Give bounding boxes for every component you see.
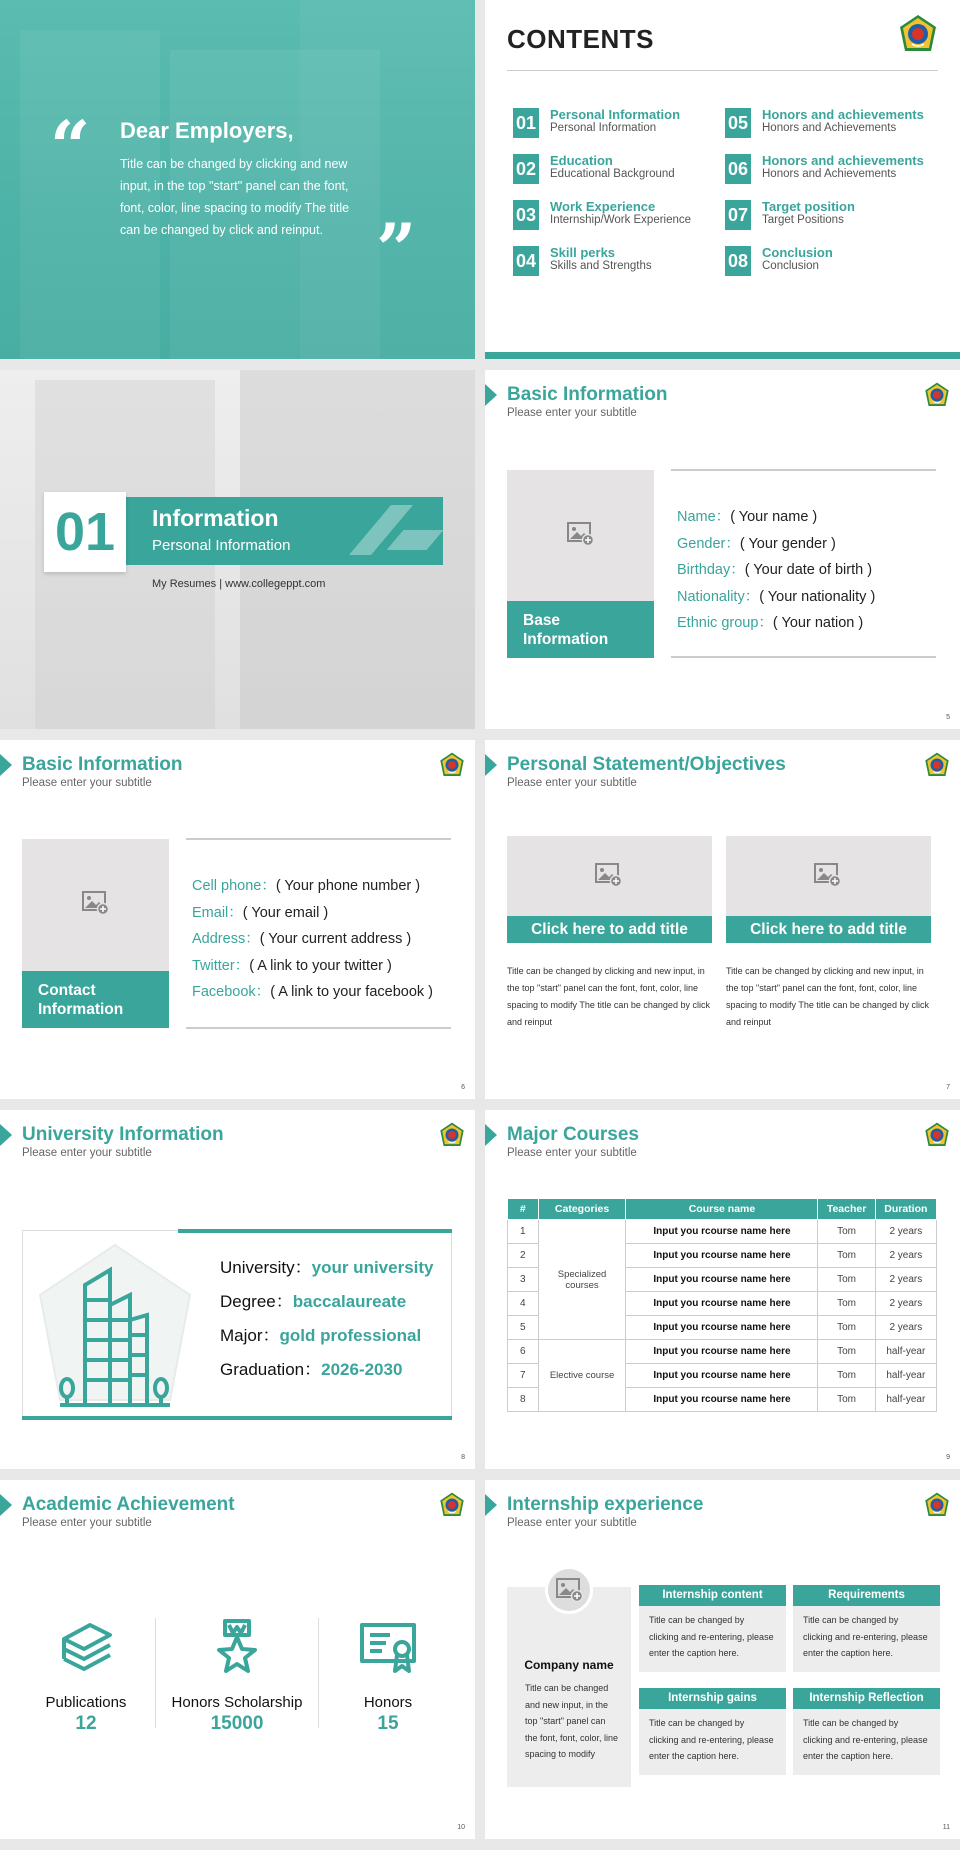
- column-header: Course name: [626, 1199, 818, 1220]
- info-value: ( Your date of birth ): [744, 562, 873, 578]
- slide-intro: [0, 0, 475, 359]
- toc-item[interactable]: [513, 106, 713, 140]
- university-logo-icon: [439, 1492, 465, 1518]
- row-number: 2: [508, 1244, 539, 1268]
- certificate-icon: [358, 1617, 418, 1677]
- row-number: 1: [508, 1220, 539, 1244]
- toc-subtitle: Personal Information: [550, 122, 657, 134]
- toc-item[interactable]: [725, 244, 925, 278]
- achievement-value: 15000: [210, 1713, 264, 1734]
- teacher: Tom: [818, 1292, 875, 1316]
- section-subtitle[interactable]: Personal Information: [152, 537, 291, 554]
- course-name: Input you rcourse name here: [626, 1292, 818, 1316]
- internship-box-header[interactable]: Internship Reflection: [793, 1688, 940, 1709]
- add-picture-icon[interactable]: [814, 863, 842, 887]
- course-name: Input you rcourse name here: [626, 1268, 818, 1292]
- internship-box-header[interactable]: Internship content: [639, 1585, 786, 1606]
- slide-subtitle[interactable]: Please enter your subtitle: [507, 1517, 637, 1529]
- table-row[interactable]: [508, 1220, 937, 1244]
- university-key: University：: [220, 1258, 312, 1277]
- page-number: 5: [946, 714, 950, 721]
- company-logo-placeholder[interactable]: [545, 1566, 593, 1614]
- duration: 2 years: [875, 1268, 936, 1292]
- add-title-button[interactable]: Click here to add title: [507, 916, 712, 943]
- row-number: 6: [508, 1340, 539, 1364]
- slide-subtitle[interactable]: Please enter your subtitle: [22, 1147, 152, 1159]
- slide-major-courses: [485, 1110, 960, 1469]
- course-name: Input you rcourse name here: [626, 1316, 818, 1340]
- slide-title[interactable]: Internship experience: [507, 1494, 704, 1515]
- photo-label: Contact Information: [22, 971, 169, 1028]
- header-arrow-icon: [485, 384, 497, 406]
- toc-title: Honors and achievements: [762, 107, 924, 122]
- info-row[interactable]: [677, 505, 817, 526]
- info-value: ( Your nation ): [772, 615, 864, 631]
- info-row[interactable]: [677, 611, 863, 632]
- teacher: Tom: [818, 1244, 875, 1268]
- add-picture-icon[interactable]: [567, 522, 595, 546]
- info-row[interactable]: [677, 532, 836, 553]
- column-header: #: [508, 1199, 539, 1220]
- university-key: Major：: [220, 1326, 280, 1345]
- info-value: ( Your current address ): [259, 931, 412, 947]
- slide-title[interactable]: Basic Information: [507, 384, 668, 405]
- contents-title[interactable]: CONTENTS: [507, 24, 654, 54]
- medal-icon: [207, 1617, 267, 1677]
- achievement-value: 12: [75, 1713, 97, 1734]
- courses-table: [507, 1198, 937, 1412]
- toc-number: 07: [725, 200, 751, 230]
- info-row[interactable]: [192, 927, 411, 948]
- university-logo-icon: [439, 1122, 465, 1148]
- intro-title[interactable]: Dear Employers,: [120, 118, 294, 143]
- header-arrow-icon: [0, 754, 12, 776]
- page-number: 9: [946, 1454, 950, 1461]
- duration: half-year: [875, 1340, 936, 1364]
- intro-body[interactable]: Title can be changed by clicking and new input, in the top "start" panel can the font, font, color, line spacing to modify The title can be changed by click and reinput.: [120, 157, 350, 237]
- slide-subtitle[interactable]: Please enter your subtitle: [507, 777, 637, 789]
- company-description[interactable]: Title can be changed and new input, in the top "start" panel can the font, font, color, line spacing to modify: [525, 1683, 619, 1759]
- achievement-value: 15: [377, 1713, 399, 1734]
- divider: [507, 70, 938, 71]
- info-key: Gender：: [677, 535, 740, 552]
- toc-title: Work Experience: [550, 199, 656, 214]
- table-row[interactable]: [508, 1340, 937, 1364]
- page-number: 11: [942, 1824, 950, 1831]
- toc-subtitle: Conclusion: [762, 260, 819, 272]
- university-logo-icon: [439, 752, 465, 778]
- duration: half-year: [875, 1364, 936, 1388]
- add-picture-icon[interactable]: [595, 863, 623, 887]
- duration: 2 years: [875, 1292, 936, 1316]
- toc-subtitle: Educational Background: [550, 168, 675, 180]
- slide-subtitle[interactable]: Please enter your subtitle: [507, 407, 637, 419]
- toc-item[interactable]: [513, 198, 713, 232]
- info-key: Facebook：: [192, 984, 271, 1000]
- toc-title: Skill perks: [550, 245, 616, 260]
- achievement-scholarship: [162, 1617, 312, 1735]
- info-key: Twitter：: [192, 957, 250, 974]
- info-value: ( Your phone number ): [275, 878, 421, 894]
- duration: 2 years: [875, 1244, 936, 1268]
- section-title[interactable]: Information: [152, 505, 279, 531]
- info-key: Birthday：: [677, 562, 745, 578]
- achievement-label: Publications: [45, 1694, 127, 1711]
- toc-item[interactable]: [725, 152, 925, 186]
- info-key: Nationality：: [677, 588, 760, 605]
- toc-number: 08: [725, 246, 751, 276]
- row-number: 8: [508, 1388, 539, 1412]
- university-logo-icon: [924, 1122, 950, 1148]
- university-logo-icon: [898, 14, 938, 54]
- info-value: ( Your email ): [242, 904, 329, 921]
- info-row[interactable]: [192, 980, 433, 1001]
- info-value: ( Your nationality ): [759, 588, 876, 605]
- toc-title: Target position: [762, 199, 855, 214]
- toc-number: 01: [513, 108, 539, 138]
- page-number: 8: [461, 1454, 465, 1461]
- toc-number: 02: [513, 154, 539, 184]
- accent-line: [178, 1229, 452, 1233]
- slide-subtitle[interactable]: Please enter your subtitle: [22, 1517, 152, 1529]
- row-number: 7: [508, 1364, 539, 1388]
- university-logo-icon: [924, 382, 950, 408]
- info-value: ( A link to your twitter ): [249, 957, 392, 974]
- header-arrow-icon: [485, 754, 497, 776]
- university-row[interactable]: [220, 1321, 421, 1346]
- statement-text[interactable]: Title can be changed by clicking and new input, in the top "start" panel can the font, font, color, line spacing to modify The title can be changed by click and reinput: [726, 966, 929, 1027]
- teacher: Tom: [818, 1364, 875, 1388]
- slide-basic-information: [485, 370, 960, 729]
- slide-contents: [485, 0, 960, 359]
- toc-subtitle: Internship/Work Experience: [550, 214, 692, 226]
- toc-number: 05: [725, 108, 751, 138]
- duration: 2 years: [875, 1220, 936, 1244]
- page-number: 6: [461, 1084, 465, 1091]
- internship-box-header[interactable]: Requirements: [793, 1585, 940, 1606]
- category-cell: Elective course: [538, 1340, 626, 1412]
- university-row[interactable]: [220, 1355, 402, 1380]
- slide-subtitle[interactable]: Please enter your subtitle: [507, 1147, 637, 1159]
- slide-title[interactable]: Major Courses: [507, 1124, 639, 1145]
- university-value: your university: [311, 1258, 434, 1277]
- toc-item[interactable]: [513, 152, 713, 186]
- statement-text[interactable]: Title can be changed by clicking and new input, in the top "start" panel can the font, font, color, line spacing to modify The title can be changed by click and reinput: [507, 966, 710, 1027]
- course-name: Input you rcourse name here: [626, 1388, 818, 1412]
- info-key: Email：: [192, 904, 243, 921]
- row-number: 3: [508, 1268, 539, 1292]
- university-key: Degree：: [220, 1292, 293, 1311]
- toc-item[interactable]: [725, 106, 925, 140]
- page-number: 10: [457, 1824, 465, 1831]
- page-number: 7: [946, 1084, 950, 1091]
- internship-box-text[interactable]: Title can be changed by clicking and re-entering, please enter the caption here.: [639, 1606, 786, 1672]
- course-name: Input you rcourse name here: [626, 1244, 818, 1268]
- achievement-label: Honors Scholarship: [171, 1694, 303, 1711]
- toc-number: 04: [513, 246, 539, 276]
- teacher: Tom: [818, 1388, 875, 1412]
- office-buildings-icon: [55, 1260, 175, 1410]
- toc-title: Honors and achievements: [762, 153, 924, 168]
- add-picture-icon[interactable]: [82, 891, 110, 915]
- internship-box-header[interactable]: Internship gains: [639, 1688, 786, 1709]
- teacher: Tom: [818, 1316, 875, 1340]
- header-arrow-icon: [485, 1124, 497, 1146]
- university-logo-icon: [924, 752, 950, 778]
- header-arrow-icon: [0, 1124, 12, 1146]
- add-title-button[interactable]: Click here to add title: [726, 916, 931, 943]
- info-row[interactable]: [192, 901, 328, 922]
- info-row[interactable]: [192, 874, 420, 895]
- slide-personal-statement: [485, 740, 960, 1099]
- info-row[interactable]: [677, 558, 872, 579]
- internship-box-text[interactable]: Title can be changed by clicking and re-entering, please enter the caption here.: [793, 1709, 940, 1775]
- photo-placeholder[interactable]: [726, 836, 931, 916]
- teacher: Tom: [818, 1220, 875, 1244]
- toc-number: 06: [725, 154, 751, 184]
- teacher: Tom: [818, 1268, 875, 1292]
- course-name: Input you rcourse name here: [626, 1220, 818, 1244]
- info-value: ( A link to your facebook ): [270, 984, 433, 1000]
- info-value: ( Your name ): [730, 509, 818, 525]
- course-name: Input you rcourse name here: [626, 1340, 818, 1364]
- close-quote-icon: ”: [376, 208, 417, 291]
- course-name: Input you rcourse name here: [626, 1364, 818, 1388]
- divider: [671, 469, 936, 471]
- info-key: Name：: [677, 509, 731, 525]
- row-number: 5: [508, 1316, 539, 1340]
- category-cell: Specialized courses: [538, 1220, 626, 1340]
- info-row[interactable]: [192, 954, 392, 975]
- university-value: baccalaureate: [292, 1292, 407, 1311]
- info-value: ( Your gender ): [739, 535, 836, 552]
- achievement-label: Honors: [363, 1694, 413, 1711]
- header-arrow-icon: [485, 1494, 497, 1516]
- photo-label: Base Information: [507, 601, 654, 658]
- toc-title: Education: [550, 153, 613, 168]
- slide-title[interactable]: Academic Achievement: [22, 1494, 235, 1515]
- university-value: 2026-2030: [321, 1360, 403, 1379]
- photo-placeholder[interactable]: [507, 836, 712, 916]
- slide-subtitle[interactable]: Please enter your subtitle: [22, 777, 152, 789]
- add-picture-icon[interactable]: [556, 1578, 584, 1602]
- toc-number: 03: [513, 200, 539, 230]
- internship-box-text[interactable]: Title can be changed by clicking and re-entering, please enter the caption here.: [793, 1606, 940, 1672]
- slide-title[interactable]: Personal Statement/Objectives: [507, 754, 786, 775]
- info-row[interactable]: [677, 585, 875, 606]
- toc-subtitle: Honors and Achievements: [762, 122, 897, 134]
- achievement-honors: [313, 1617, 463, 1735]
- accent-line: [22, 1416, 452, 1420]
- slide-contact-information: [0, 740, 475, 1099]
- teacher: Tom: [818, 1340, 875, 1364]
- toc-subtitle: Honors and Achievements: [762, 168, 897, 180]
- internship-box-text[interactable]: Title can be changed by clicking and re-entering, please enter the caption here.: [639, 1709, 786, 1775]
- column-header: Categories: [538, 1199, 626, 1220]
- university-row[interactable]: [220, 1287, 406, 1312]
- achievement-publications: [11, 1617, 161, 1735]
- toc-title: Conclusion: [762, 245, 833, 260]
- toc-subtitle: Target Positions: [762, 214, 844, 226]
- info-key: Ethnic group：: [677, 615, 773, 631]
- toc-item[interactable]: [513, 244, 713, 278]
- company-name[interactable]: Company name: [524, 1658, 614, 1672]
- row-number: 4: [508, 1292, 539, 1316]
- university-key: Graduation：: [220, 1360, 322, 1379]
- column-header: Duration: [875, 1199, 936, 1220]
- slide-university-information: [0, 1110, 475, 1469]
- slide-academic-achievement: [0, 1480, 475, 1839]
- books-icon: [56, 1617, 116, 1677]
- slide-title[interactable]: Basic Information: [22, 754, 183, 775]
- slide-internship-experience: [485, 1480, 960, 1839]
- university-row[interactable]: [220, 1253, 434, 1278]
- toc-title: Personal Information: [550, 107, 681, 122]
- info-key: Address：: [192, 931, 260, 947]
- section-footer: My Resumes | www.collegeppt.com: [152, 578, 326, 590]
- duration: 2 years: [875, 1316, 936, 1340]
- section-number: 01: [44, 492, 126, 572]
- open-quote-icon: “: [50, 105, 91, 188]
- header-arrow-icon: [0, 1494, 12, 1516]
- slide-section-01: [0, 370, 475, 729]
- accent-bar: [485, 352, 960, 359]
- university-logo-icon: [924, 1492, 950, 1518]
- toc-subtitle: Skills and Strengths: [550, 260, 652, 272]
- column-header: Teacher: [818, 1199, 875, 1220]
- divider: [186, 1027, 451, 1029]
- duration: half-year: [875, 1388, 936, 1412]
- slide-title[interactable]: University Information: [22, 1124, 224, 1145]
- divider: [671, 656, 936, 658]
- university-value: gold professional: [279, 1326, 422, 1345]
- divider: [186, 838, 451, 840]
- toc-item[interactable]: [725, 198, 925, 232]
- info-key: Cell phone：: [192, 878, 276, 894]
